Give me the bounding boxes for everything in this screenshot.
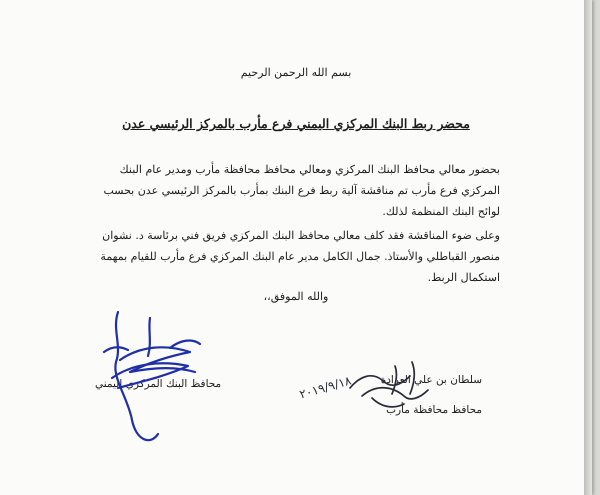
signature-left-ink <box>104 312 200 440</box>
paragraph-1: بحضور معالي محافظ البنك المركزي ومعالي محافظ محافظة مأرب ومدير عام البنك المركزي فرع مأرب تم مناقشة آلية ربط فرع البنك بمأرب بالمركز الرئيسي عدن بحسب لوائح البنك المنظمة لذلك. <box>103 163 500 218</box>
signatory-title-left: محافظ البنك المركزي اليمني <box>95 378 222 390</box>
signatory-name-right: سلطان بن علي العرادة <box>380 374 482 386</box>
document-title: محضر ربط البنك المركزي اليمني فرع مأرب بالمركز الرئيسي عدن <box>122 116 470 131</box>
signatory-title-right: محافظ محافظة مأرب <box>386 404 482 416</box>
paragraph-2: وعلى ضوء المناقشة فقد كلف معالي محافظ البنك المركزي فريق فني برئاسة د. نشوان منصور القباطلي والأستاذ. جمال الكامل مدير عام البنك المركزي فرع مأرب للقيام بمهمة استكمال الربط. <box>100 229 500 284</box>
signature-right-ink <box>350 362 428 407</box>
basmala: بسم الله الرحمن الرحيم <box>240 66 352 79</box>
handwritten-date: ٢٠١٩/٩/١٨ <box>297 373 353 402</box>
closing-line: والله الموفق،، <box>263 290 329 303</box>
